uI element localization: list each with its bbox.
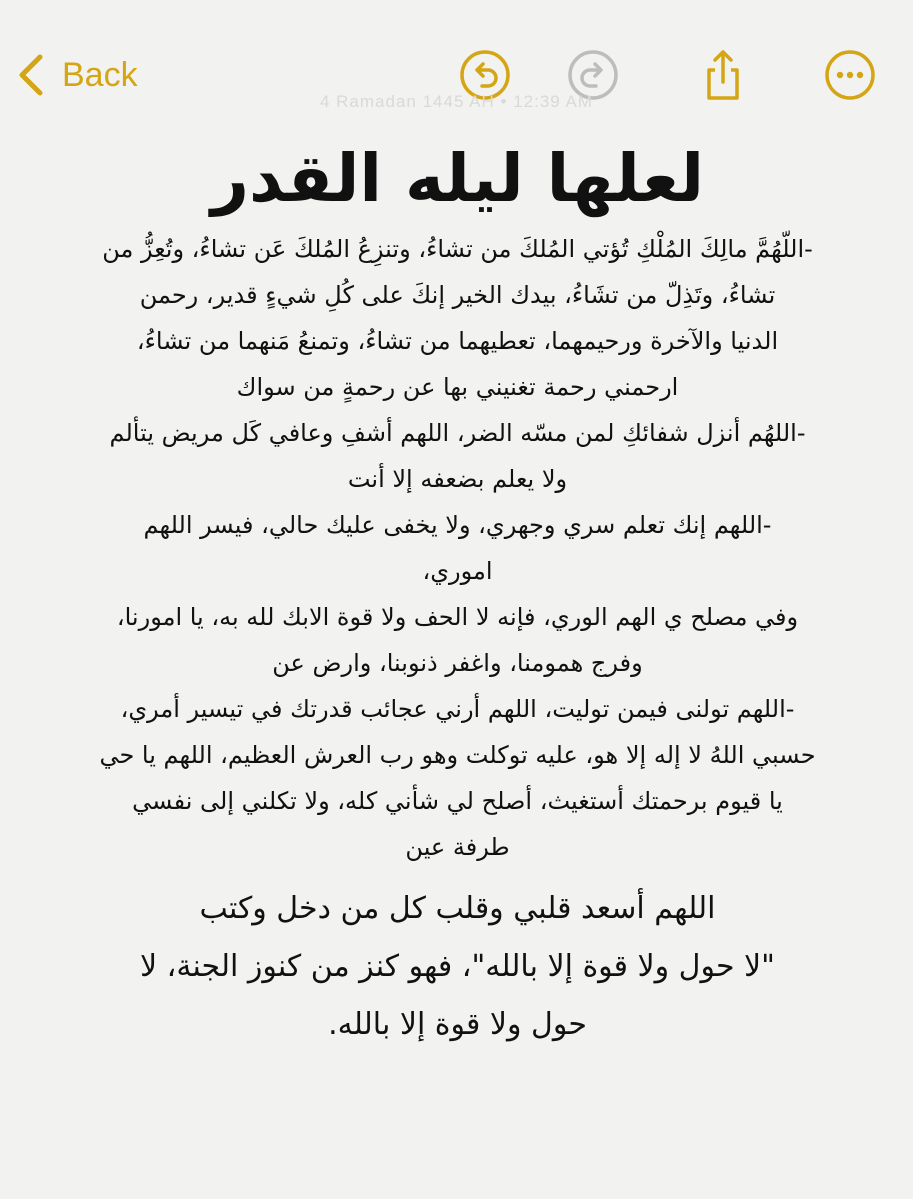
text-line: -اللّهُمَّ مالِكَ المُلْكِ تُؤتي المُلكَ من تشاءُ، وتنزِعُ المُلكَ عَن تشاءُ، وتُعِزُّ من — [102, 235, 813, 263]
text-line: اموري، — [422, 557, 493, 585]
text-line: -اللهم تولنى فيمن توليت، اللهم أرني عجائب قدرتك في تيسير أمري، — [120, 695, 795, 723]
closing-paragraph — [30, 880, 885, 1054]
text-line: وفي مصلح ي الهم الوري، فإنه لا الحف ولا قوة الابك لله به، يا امورنا، — [116, 603, 799, 631]
note-title: لعلها ليله القدر — [210, 140, 704, 217]
text-line: وفرج همومنا، واغفر ذنوبنا، وارض عن — [272, 649, 643, 677]
text-line: حسبي اللهُ لا إله إلا هو، عليه توكلت وهو رب العرش العظيم، اللهم يا حي — [99, 741, 816, 769]
text-line: حول ولا قوة إلا بالله. — [328, 1007, 587, 1042]
back-label: Back — [62, 55, 138, 94]
text-line: طرفة عين — [405, 833, 510, 861]
paragraph-1 — [30, 226, 885, 410]
text-line: ارحمني رحمة تغنيني بها عن رحمةٍ من سواك — [236, 373, 679, 401]
note-toolbar — [0, 0, 913, 150]
note-body[interactable] — [30, 132, 885, 1054]
text-line: -اللهم إنك تعلم سري وجهري، ولا يخفى عليك حالي، فيسر اللهم — [143, 511, 772, 539]
text-line: الدنيا والآخرة ورحيمهما، تعطيهما من تشاءُ، وتمنعُ مَنهما من تشاءُ، — [136, 327, 779, 355]
paragraph-5 — [30, 686, 885, 870]
paragraph-3 — [30, 502, 885, 594]
text-line: "لا حول ولا قوة إلا بالله"، فهو كنز من كنوز الجنة، لا — [140, 949, 775, 984]
note-date-header: 4 Ramadan 1445 AH • 12:39 AM — [319, 92, 594, 111]
text-line: تشاءُ، وتَذِلّ من تشَاءُ، بيدك الخير إنكَ على كُلِ شيءٍ قدير، رحمن — [139, 281, 776, 309]
text-line: يا قيوم برحمتك أستغيث، أصلح لي شأني كله، ولا تكلني إلى نفسي — [132, 787, 783, 815]
text-line: -اللهُم أنزل شفائكِ لمن مسّه الضر، اللهم أشفِ وعافي كَل مريض يتألم — [109, 419, 806, 447]
paragraph-2 — [30, 410, 885, 502]
text-line: ولا يعلم بضعفه إلا أنت — [347, 465, 568, 493]
text-line: اللهم أسعد قلبي وقلب كل من دخل وكتب — [199, 891, 716, 926]
paragraph-4 — [30, 594, 885, 686]
